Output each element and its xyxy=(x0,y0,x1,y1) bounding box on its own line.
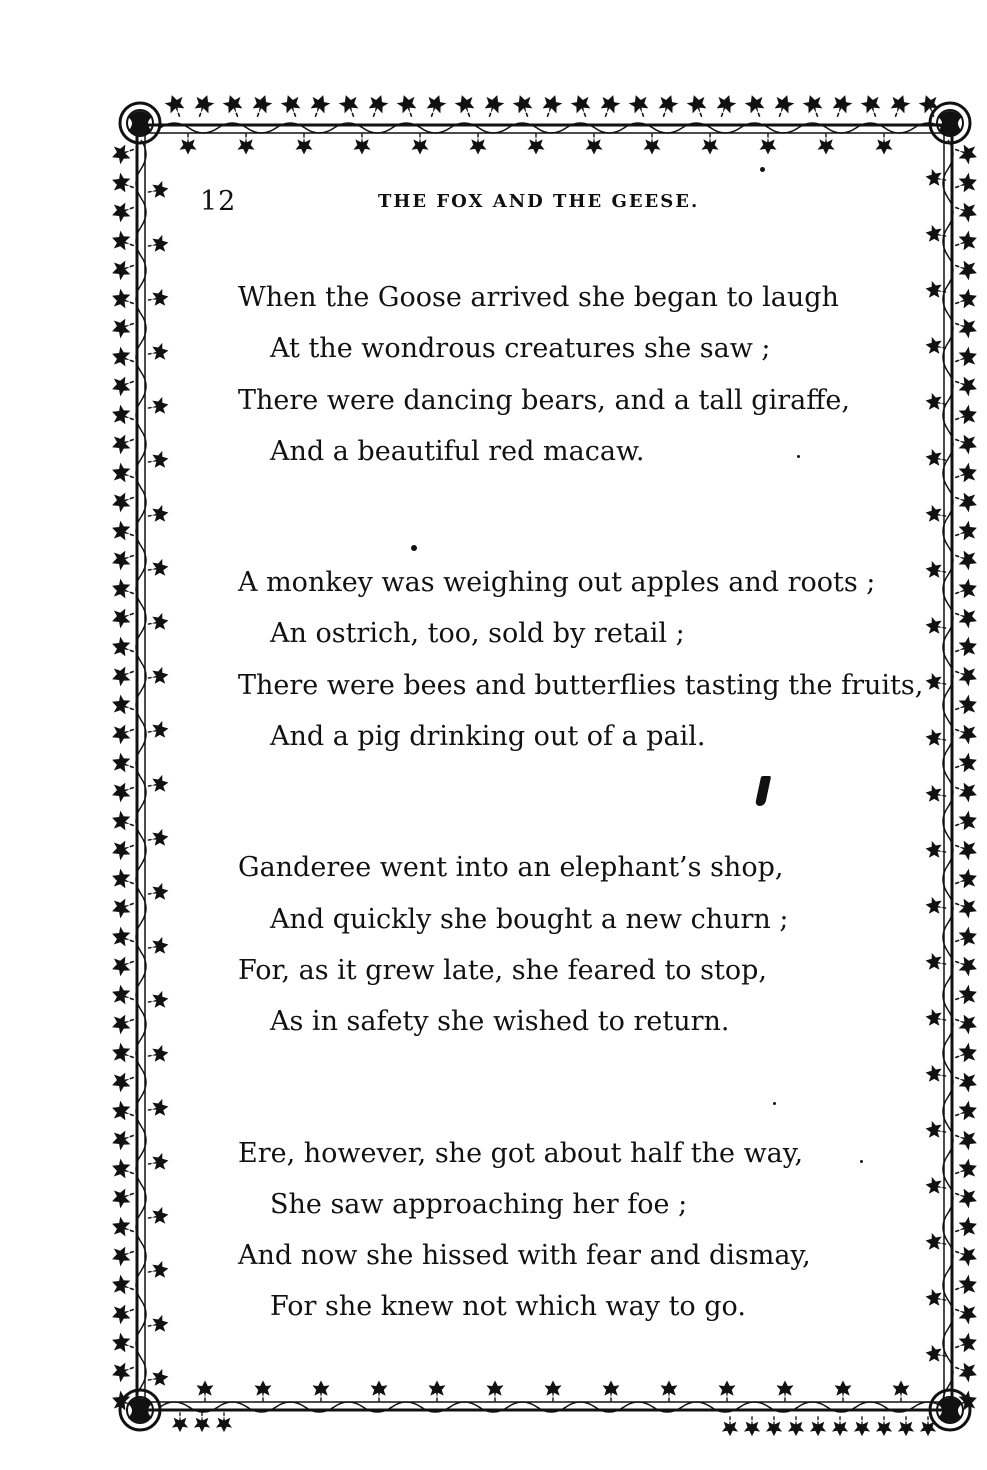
ink-speck xyxy=(773,1102,776,1105)
ivy-leaf-icon xyxy=(109,1157,137,1183)
stanza-2 xyxy=(238,557,924,762)
ivy-leaf-icon xyxy=(109,198,137,224)
ivy-leaf-icon xyxy=(172,1412,188,1432)
ivy-leaf-icon xyxy=(221,92,247,120)
stanza-1 xyxy=(238,272,918,477)
ivy-leaf-icon xyxy=(952,519,980,545)
ivy-leaf-icon xyxy=(146,1098,170,1118)
ivy-leaf-icon xyxy=(952,983,980,1009)
ivy-leaf-icon xyxy=(146,1152,170,1172)
ivy-leaf-icon xyxy=(146,342,170,362)
ivy-leaf-icon xyxy=(109,662,137,688)
ivy-leaf-icon xyxy=(596,92,622,120)
ivy-leaf-icon xyxy=(766,1416,782,1436)
ivy-leaf-icon xyxy=(109,140,137,166)
ivy-leaf-icon xyxy=(701,134,718,155)
ivy-leaf-icon xyxy=(952,604,980,630)
ivy-leaf-icon xyxy=(146,1314,170,1334)
ivy-leaf-icon xyxy=(109,256,137,282)
ivy-leaf-icon xyxy=(952,1331,980,1357)
ivy-leaf-icon xyxy=(832,1416,848,1436)
ivy-leaf-icon xyxy=(422,92,448,120)
ivy-leaf-icon xyxy=(146,1260,170,1280)
page-number: 12 xyxy=(200,186,237,217)
ivy-leaf-icon xyxy=(952,693,980,719)
ivy-leaf-icon xyxy=(685,92,711,120)
ivy-leaf-icon xyxy=(109,693,137,719)
ivy-leaf-icon xyxy=(146,720,170,740)
ink-speck xyxy=(797,455,800,458)
ivy-leaf-icon xyxy=(952,836,980,862)
ivy-leaf-icon xyxy=(952,1273,980,1299)
ivy-leaf-icon xyxy=(585,134,602,155)
ivy-leaf-icon xyxy=(770,92,796,120)
ivy-leaf-icon xyxy=(952,198,980,224)
ivy-leaf-icon xyxy=(952,287,980,313)
ivy-leaf-icon xyxy=(146,558,170,578)
ink-speck xyxy=(760,167,765,172)
ivy-leaf-icon xyxy=(952,488,980,514)
ivy-leaf-icon xyxy=(875,134,892,155)
ivy-leaf-icon xyxy=(109,546,137,572)
ivy-leaf-icon xyxy=(109,519,137,545)
ivy-leaf-icon xyxy=(627,92,653,120)
ivy-leaf-icon xyxy=(952,867,980,893)
ivy-leaf-icon xyxy=(952,546,980,572)
ivy-leaf-icon xyxy=(569,92,595,120)
ivy-leaf-icon xyxy=(952,1300,980,1326)
ivy-leaf-icon xyxy=(952,345,980,371)
ivy-leaf-icon xyxy=(952,577,980,603)
ivy-leaf-icon xyxy=(109,894,137,920)
ivy-leaf-icon xyxy=(817,134,834,155)
ivy-leaf-icon xyxy=(527,134,544,155)
ivy-leaf-icon xyxy=(952,1184,980,1210)
ivy-leaf-icon xyxy=(163,92,189,120)
ivy-leaf-icon xyxy=(743,92,769,120)
poem-line: She saw approaching her foe ; xyxy=(270,1188,688,1220)
ivy-leaf-icon xyxy=(952,1358,980,1384)
ivy-leaf-icon xyxy=(364,92,390,120)
ivy-leaf-icon xyxy=(952,372,980,398)
ivy-leaf-icon xyxy=(952,1041,980,1067)
ivy-leaf-icon xyxy=(196,1380,213,1401)
poem-line: And a beautiful red macaw. xyxy=(270,435,645,467)
ivy-leaf-icon xyxy=(952,1242,980,1268)
poem-line: As in safety she wished to return. xyxy=(270,1006,730,1038)
ivy-leaf-icon xyxy=(109,751,137,777)
ivy-leaf-icon xyxy=(109,430,137,456)
ivy-leaf-icon xyxy=(952,229,980,255)
ivy-leaf-icon xyxy=(898,1416,914,1436)
ivy-leaf-icon xyxy=(306,92,332,120)
ivy-leaf-icon xyxy=(952,140,980,166)
ivy-leaf-icon xyxy=(109,1010,137,1036)
ivy-leaf-icon xyxy=(109,345,137,371)
ivy-leaf-icon xyxy=(237,134,254,155)
ivy-leaf-icon xyxy=(859,92,885,120)
poem-line: And quickly she bought a new churn ; xyxy=(270,903,789,935)
poem-line: And a pig drinking out of a pail. xyxy=(270,721,706,753)
ivy-leaf-icon xyxy=(109,171,137,197)
ivy-leaf-icon xyxy=(146,1368,170,1388)
ivy-leaf-icon xyxy=(146,504,170,524)
ivy-leaf-icon xyxy=(109,925,137,951)
ivy-leaf-icon xyxy=(395,92,421,120)
ivy-leaf-icon xyxy=(801,92,827,120)
ivy-leaf-icon xyxy=(538,92,564,120)
ivy-leaf-icon xyxy=(194,1412,210,1432)
ivy-leaf-icon xyxy=(952,314,980,340)
ivy-leaf-icon xyxy=(146,234,170,254)
ivy-leaf-icon xyxy=(295,134,312,155)
ivy-leaf-icon xyxy=(337,92,363,120)
ivy-leaf-icon xyxy=(469,134,486,155)
ivy-leaf-icon xyxy=(146,828,170,848)
ivy-leaf-icon xyxy=(952,461,980,487)
ivy-leaf-icon xyxy=(146,1044,170,1064)
running-title: THE FOX AND THE GEESE. xyxy=(378,191,700,212)
ivy-leaf-icon xyxy=(190,92,216,120)
ivy-leaf-icon xyxy=(876,1416,892,1436)
ivy-leaf-icon xyxy=(952,809,980,835)
ivy-leaf-icon xyxy=(109,1215,137,1241)
ivy-leaf-icon xyxy=(109,836,137,862)
ivy-leaf-icon xyxy=(109,1242,137,1268)
ivy-leaf-icon xyxy=(109,983,137,1009)
ivy-leaf-icon xyxy=(109,577,137,603)
poem-line: There were dancing bears, and a tall giraffe, xyxy=(238,384,850,416)
ivy-leaf-icon xyxy=(109,1331,137,1357)
poem-line: An ostrich, too, sold by retail ; xyxy=(270,618,685,650)
stanza-3 xyxy=(238,842,918,1047)
ivy-leaf-icon xyxy=(109,488,137,514)
ivy-leaf-icon xyxy=(654,92,680,120)
ivy-leaf-icon xyxy=(952,430,980,456)
ivy-leaf-icon xyxy=(146,180,170,200)
poem-line: And now she hissed with fear and dismay, xyxy=(238,1240,811,1272)
ivy-leaf-icon xyxy=(216,1412,232,1432)
ivy-leaf-icon xyxy=(952,952,980,978)
ivy-leaf-icon xyxy=(952,1010,980,1036)
ivy-leaf-icon xyxy=(952,635,980,661)
ivy-leaf-icon xyxy=(643,134,660,155)
ivy-leaf-icon xyxy=(952,1068,980,1094)
ivy-leaf-icon xyxy=(952,1126,980,1152)
ivy-leaf-icon xyxy=(248,92,274,120)
poem-line: Ganderee went into an elephant’s shop, xyxy=(238,852,784,884)
ivy-leaf-icon xyxy=(109,1099,137,1125)
ivy-leaf-icon xyxy=(179,134,196,155)
ivy-leaf-icon xyxy=(353,134,370,155)
ivy-leaf-icon xyxy=(453,92,479,120)
ivy-leaf-icon xyxy=(952,894,980,920)
ink-speck xyxy=(860,1160,863,1163)
ivy-leaf-icon xyxy=(952,256,980,282)
ivy-leaf-icon xyxy=(146,288,170,308)
ivy-leaf-icon xyxy=(828,92,854,120)
ivy-leaf-icon xyxy=(952,925,980,951)
ivy-leaf-icon xyxy=(109,809,137,835)
ivy-leaf-icon xyxy=(146,612,170,632)
ivy-leaf-icon xyxy=(952,751,980,777)
poem-line: For, as it grew late, she feared to stop, xyxy=(238,954,767,986)
ivy-leaf-icon xyxy=(146,450,170,470)
ivy-leaf-icon xyxy=(744,1416,760,1436)
ivy-leaf-icon xyxy=(411,134,428,155)
ivy-leaf-icon xyxy=(952,662,980,688)
ivy-leaf-icon xyxy=(952,1157,980,1183)
poem-line: At the wondrous creatures she saw ; xyxy=(270,333,771,365)
ivy-leaf-icon xyxy=(109,867,137,893)
ivy-leaf-icon xyxy=(886,92,912,120)
ivy-leaf-icon xyxy=(759,134,776,155)
ivy-leaf-icon xyxy=(109,720,137,746)
stanza-4 xyxy=(238,1128,918,1333)
ivy-leaf-icon xyxy=(788,1416,804,1436)
ivy-leaf-icon xyxy=(109,1068,137,1094)
ivy-leaf-icon xyxy=(109,461,137,487)
ink-speck xyxy=(411,545,417,551)
ivy-leaf-icon xyxy=(146,990,170,1010)
ivy-leaf-icon xyxy=(109,1184,137,1210)
ivy-leaf-icon xyxy=(109,1126,137,1152)
ivy-leaf-icon xyxy=(146,396,170,416)
ivy-leaf-icon xyxy=(480,92,506,120)
ivy-leaf-icon xyxy=(810,1416,826,1436)
ivy-leaf-icon xyxy=(109,372,137,398)
ivy-leaf-icon xyxy=(109,229,137,255)
ivy-leaf-icon xyxy=(109,604,137,630)
ivy-leaf-icon xyxy=(109,635,137,661)
ivy-leaf-icon xyxy=(109,1273,137,1299)
ivy-leaf-icon xyxy=(146,936,170,956)
ivy-leaf-icon xyxy=(952,171,980,197)
ivy-leaf-icon xyxy=(109,952,137,978)
ivy-leaf-icon xyxy=(952,403,980,429)
ivy-leaf-icon xyxy=(146,666,170,686)
ivy-leaf-icon xyxy=(511,92,537,120)
ivy-leaf-icon xyxy=(952,720,980,746)
ivy-leaf-icon xyxy=(722,1416,738,1436)
ivy-leaf-icon xyxy=(712,92,738,120)
page-header xyxy=(200,182,900,222)
ivy-leaf-icon xyxy=(854,1416,870,1436)
ivy-leaf-icon xyxy=(109,314,137,340)
ivy-leaf-icon xyxy=(146,774,170,794)
ivy-leaf-icon xyxy=(279,92,305,120)
ivy-leaf-icon xyxy=(109,1358,137,1384)
ivy-leaf-icon xyxy=(952,1215,980,1241)
ivy-leaf-icon xyxy=(952,778,980,804)
poem-line: When the Goose arrived she began to laugh xyxy=(238,282,839,313)
ivy-leaf-icon xyxy=(109,1041,137,1067)
ivy-leaf-icon xyxy=(109,1300,137,1326)
poem-line: A monkey was weighing out apples and roots ; xyxy=(238,567,876,599)
poem-line: Ere, however, she got about half the way, xyxy=(238,1137,804,1169)
poem-body xyxy=(238,272,924,1413)
ivy-leaf-icon xyxy=(146,882,170,902)
ivy-leaf-icon xyxy=(109,403,137,429)
ivy-leaf-icon xyxy=(952,1099,980,1125)
poem-line: For she knew not which way to go. xyxy=(270,1291,746,1323)
ivy-leaf-icon xyxy=(146,1206,170,1226)
ivy-leaf-icon xyxy=(109,778,137,804)
poem-line: There were bees and butterflies tasting the fruits, xyxy=(238,669,924,701)
ivy-leaf-icon xyxy=(109,287,137,313)
